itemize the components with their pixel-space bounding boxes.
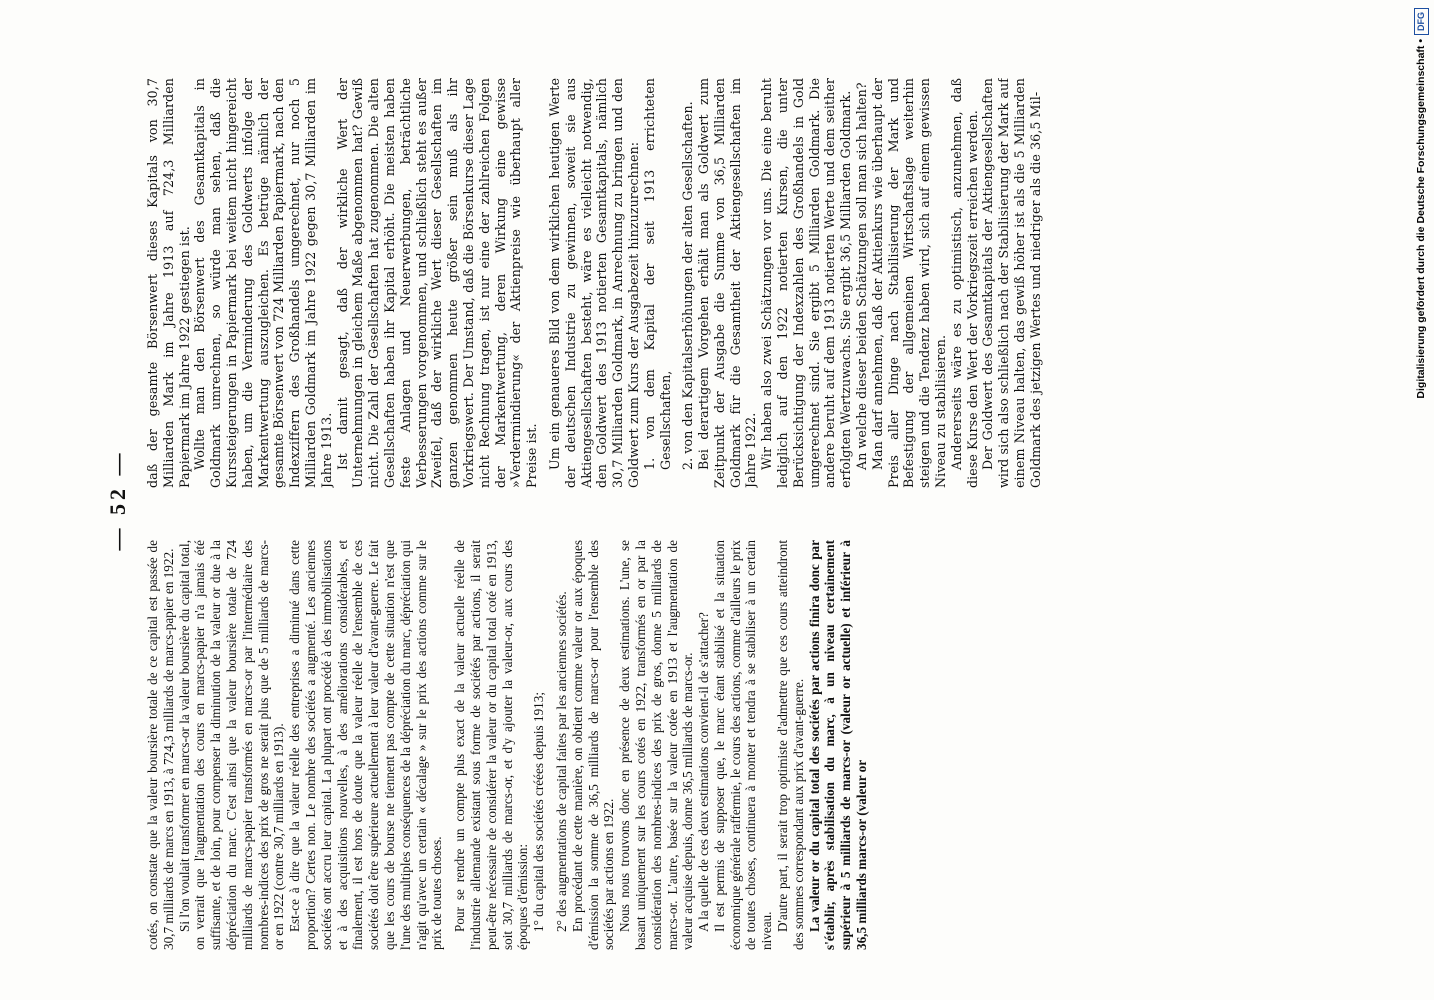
german-paragraph: Andererseits wäre es zu optimistisch, anzunehmen, daß diese Kurse den Wert der Vorkriegszeit erreichen werden. bbox=[948, 78, 980, 488]
french-paragraph: Est-ce à dire que la valeur réelle des entreprises a diminué dans cette proportion? Certes non. Le nombre des sociétés a augmenté. Les anciennes sociétés ont accru leur capital. La plupart ont procédé à des immobilisations et à des acquisitions nouvelles, à des améliorations considérables, et finalement, il est hors de doute que la valeur réelle de l'ensemble de ces sociétés doit être supérieure actuellement à leur valeur d'avant-guerre. Le fait que les cours de bourse ne tiennent pas compte de cette situation n'est que l'une des multiples conséquences de la dépréciation du marc, dépréciation qui n'agit qu'avec un certain « décalage » sur le prix des actions comme sur le prix de toutes choses. bbox=[287, 540, 445, 950]
french-paragraph: Il est permis de supposer que, le marc étant stabilisé et la situation économique générale raffermie, le cours des actions, comme d'ailleurs le prix de toutes choses, continuera à monter et tendra à se stabiliser à un certain niveau. bbox=[711, 540, 775, 950]
french-paragraph: A la quelle de ces deux estimations convient-il de s'attacher? bbox=[696, 612, 712, 932]
page-number: — 52 — bbox=[105, 449, 130, 551]
german-paragraph: Ist damit gesagt, daß der wirkliche Wert der Unternehmungen in gleichem Maße abgenommen hat? Gewiß nicht. Die Zahl der Gesellschaften hat zugenommen. Die alten Gesellschaften haben ihr Kapital erhöht. Die meisten haben feste Anlagen und Neuerwerbungen, beträchtliche Verbesserungen vorgenommen, und schließlich steht es außer Zweifel, daß der wirkliche Wert dieser Gesellschaften im ganzen genommen heute größer sein muß als ihr Vorkriegswert. Der Umstand, daß die Börsenkurse dieser Lage nicht Rechnung tragen, ist nur eine der zahlreichen Folgen der Markentwertung, deren Wirkung eine gewisse »Verdermindierung« der Aktienpreise wie überhaupt aller Preise ist. bbox=[334, 78, 540, 488]
german-text-column bbox=[145, 78, 1365, 488]
french-paragraph: D'autre part, il serait trop optimiste d'admettre que ces cours atteindront des sommes correspondant aux prix d'avant-guerre. bbox=[775, 540, 806, 950]
french-paragraph: La valeur or du capital total des sociétés par actions finira donc par s'établir, après stabilisation du marc, à un niveau certainement supérieur à 5 milliards de marcs-or (valeur or actuelle) et inférieur à 36,5 milliards marcs-or (valeur or bbox=[806, 540, 870, 950]
french-paragraph: 2° des augmentations de capital faites par les anciennes sociétés. bbox=[553, 591, 569, 932]
german-paragraph: Um ein genaueres Bild von dem wirklichen heutigen Werte der deutschen Industrie zu gewinnen, soweit sie aus Aktiengesellschaften besteht, wäre es vielleicht notwendig, den Goldwert des 1913 notierten Gesamtkapitals, nämlich 30,7 Milliarden Goldmark, in Anrechnung zu bringen und den Goldwert zum Kurs der Ausgabezeit hinzuzurechnen: bbox=[546, 78, 641, 488]
german-paragraph: daß der gesamte Börsenwert dieses Kapitals von 30,7 Milliarden Mark im Jahre 1913 auf 724,3 Milliarden Papiermark im Jahre 1922 gestiegen ist. bbox=[145, 78, 192, 488]
dfg-logo: DFG bbox=[1414, 8, 1429, 35]
german-paragraph: Der Goldwert des Gesamtkapitals der Aktiengesellschaften wird sich also schließlich nach der Stabilisierung der Mark auf einem Niveau halten, das gewiß höher ist als die 5 Milliarden Goldmark des jetzigen Wertes und niedriger als die 36,5 Mil- bbox=[980, 78, 1043, 488]
credit-text: Digitalisierung gefördert durch die Deutsche Forschungsgemeinschaft • bbox=[1415, 39, 1427, 399]
german-paragraph: Bei derartigem Vorgehen erhält man als Goldwert zum Zeitpunkt der Ausgabe die Summe von 36,5 Milliarden Goldmark für die Gesamtheit der Aktiengesellschaften im Jahre 1922. bbox=[696, 78, 759, 488]
german-paragraph: An welche dieser beiden Schätzungen soll man sich halten? bbox=[854, 82, 870, 470]
german-paragraph: Man darf annehmen, daß der Aktienkurs wie überhaupt der Preis aller Dinge nach Stabilisierung der Mark und Befestigung der allgemeinen Wirtschaftslage weiterhin steigen und die Tendenz haben wird, sich auf einem gewissen Niveau zu stabilisieren. bbox=[869, 78, 949, 488]
credit-line bbox=[1413, 8, 1429, 992]
german-paragraph: 2. von den Kapitalserhöhungen der alten Gesellschaften. bbox=[680, 101, 696, 470]
french-paragraph: 1° du capital des sociétés créées depuis 1913; bbox=[531, 691, 547, 932]
french-paragraph: Pour se rendre un compte plus exact de la valeur actuelle réelle de l'industrie allemande existant sous forme de sociétés par actions, il serait peut-être nécessaire de considérer la valeur or du capital total coté en 1913, soit 30,7 milliards de marcs-or, et d'y ajouter la valeur-or, aux cours des époques d'émission: bbox=[452, 540, 531, 950]
rotated-page bbox=[105, 50, 1405, 950]
french-paragraph: Si l'on voulait transformer en marcs-or la valeur boursière du capital total, on verrait que l'augmentation des cours en marcs-papier n'a jamais été suffisante, et de loin, pour compenser la diminution de la valeur or due à la dépréciation du marc. C'est ainsi que la valeur boursière totale de 724 milliards de marcs-papier transformés en marcs-or par l'intermédiaire des nombres-indices des prix de gros ne serait plus que de 5 milliards de marcs-or en 1922 (contre 30,7 milliards en 1913). bbox=[176, 540, 287, 950]
french-paragraph: cotés, on constate que la valeur boursière totale de ce capital est passée de 30,7 milliards de marcs en 1913, à 724,3 milliards de marcs-papier en 1922. bbox=[145, 540, 176, 950]
german-paragraph: Wollte man den Börsenwert des Gesamtkapitals in Goldmark umrechnen, so würde man sehen, daß die Kurssteigerungen in Papiermark bei weitem nicht hingereicht haben, um die Verminderung des Goldwerts infolge der Markentwertung auszugleichen. Es betrüge nämlich der gesamte Börsenwert von 724 Milliarden Papiermark, nach den Indexziffern des Großhandels umgerechnet, nur noch 5 Milliarden Goldmark im Jahre 1922 gegen 30,7 Milliarden im Jahre 1913. bbox=[192, 78, 334, 488]
german-paragraph: Wir haben also zwei Schätzungen vor uns. Die eine beruht lediglich auf den 1922 notierten Kursen, die unter Berücksichtigung der Indexzahlen des Großhandels in Gold umgerechnet sind. Sie ergibt 5 Milliarden Goldmark. Die andere beruht auf dem 1913 notierten Werte und dem seither erfolgten Wertzuwachs. Sie ergibt 36,5 Milliarden Goldmark. bbox=[759, 78, 854, 488]
french-text-column bbox=[145, 540, 1365, 950]
french-paragraph: En procédant de cette manière, on obtient comme valeur or aux époques d'émission la somme de 36,5 milliards de marcs-or pour l'ensemble des sociétés par actions en 1922. bbox=[569, 540, 617, 950]
column-divider bbox=[149, 518, 1339, 519]
digitization-credit bbox=[1413, 8, 1429, 992]
german-paragraph: 1. von dem Kapital der seit 1913 errichteten Gesellschaften, bbox=[641, 78, 673, 470]
french-paragraph: Nous nous trouvons donc en présence de deux estimations. L'une, se basant uniquement sur les cours cotés en 1922, transformés en or par la considération des nombres-indices des prix de gros, donne 5 milliards de marcs-or. L'autre, basée sur la valeur cotée en 1913 et l'augmentation de valeur acquise depuis, donne 36,5 milliards de marcs-or. bbox=[617, 540, 696, 950]
